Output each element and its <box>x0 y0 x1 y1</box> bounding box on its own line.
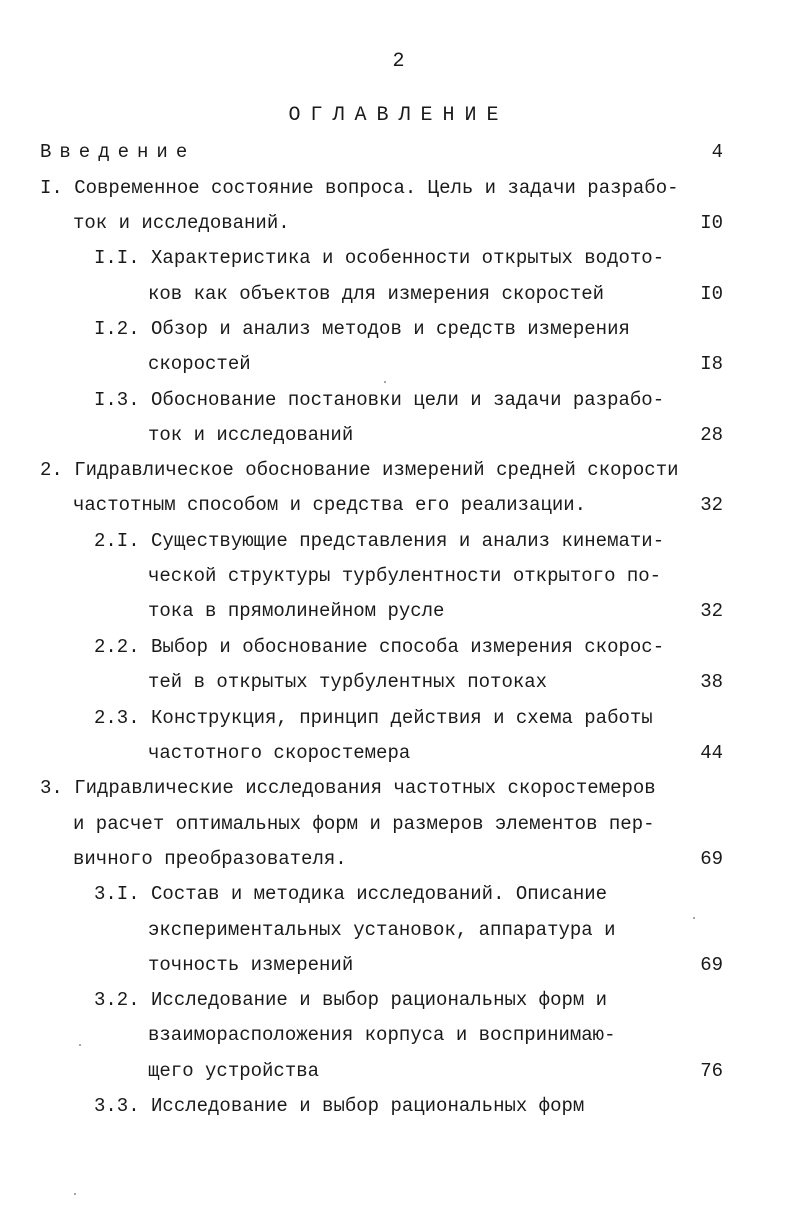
toc-page-number: 32 <box>700 600 723 622</box>
toc-page-number: I0 <box>700 283 723 305</box>
toc-entry-line: ток и исследований. <box>73 212 290 234</box>
toc-page-number: I8 <box>700 353 723 375</box>
toc-page-number: 44 <box>700 742 723 764</box>
toc-entry-line: щего устройства <box>148 1060 320 1082</box>
toc-entry-line: 3. Гидравлические исследования частотных скоростемеров <box>40 777 656 799</box>
toc-entry-line: и расчет оптимальных форм и размеров элементов пер- <box>73 813 655 835</box>
scan-speck <box>384 381 386 383</box>
toc-page-number: 4 <box>711 141 723 163</box>
toc-entry-line: ков как объектов для измерения скоростей <box>148 283 605 305</box>
toc-entry-line: взаиморасположения корпуса и воспринимаю- <box>148 1024 616 1046</box>
toc-entry-line: I.2. Обзор и анализ методов и средств измерения <box>94 318 630 340</box>
toc-page-number: 28 <box>700 424 723 446</box>
toc-entry-line: скоростей <box>148 353 251 375</box>
toc-page-number: I0 <box>700 212 723 234</box>
toc-entry-line: 2. Гидравлическое обоснование измерений средней скорости <box>40 459 679 481</box>
toc-entry-line: частотным способом и средства его реализации. <box>73 494 587 516</box>
toc-title: ОГЛАВЛЕНИЕ <box>288 104 509 127</box>
toc-entry-line: I. Современное состояние вопроса. Цель и задачи разрабо- <box>40 177 679 199</box>
toc-entry-line: экспериментальных установок, аппаратура и <box>148 919 616 941</box>
toc-entry-line: 3.2. Исследование и выбор рациональных форм и <box>94 989 608 1011</box>
toc-entry-line: частотного скоростемера <box>148 742 411 764</box>
toc-entry-line: 3.3. Исследование и выбор рациональных форм <box>94 1095 585 1117</box>
toc-entry-line: 2.2. Выбор и обоснование способа измерения скорос- <box>94 636 665 658</box>
toc-entry-line: 2.3. Конструкция, принцип действия и схема работы <box>94 707 653 729</box>
toc-entry-line: 3.I. Состав и методика исследований. Описание <box>94 883 608 905</box>
toc-entry-line: I.I. Характеристика и особенности открытых водото- <box>94 247 665 269</box>
toc-page-number: 76 <box>700 1060 723 1082</box>
toc-entry-line: 2.I. Существующие представления и анализ кинемати- <box>94 530 665 552</box>
scan-speck <box>79 1044 81 1046</box>
toc-entry-line: Введение <box>40 141 196 163</box>
scan-speck <box>74 1193 76 1195</box>
page-number: 2 <box>392 50 405 73</box>
toc-entry-line: ческой структуры турбулентности открытого по- <box>148 565 662 587</box>
toc-page-number: 32 <box>700 494 723 516</box>
toc-page-number: 69 <box>700 848 723 870</box>
toc-page-number: 38 <box>700 671 723 693</box>
toc-entry-line: тей в открытых турбулентных потоках <box>148 671 548 693</box>
toc-entry-line: вичного преобразователя. <box>73 848 347 870</box>
scan-speck <box>693 917 695 919</box>
toc-page-number: 69 <box>700 954 723 976</box>
toc-entry-line: тока в прямолинейном русле <box>148 600 445 622</box>
toc-entry-line: ток и исследований <box>148 424 354 446</box>
toc-entry-line: точность измерений <box>148 954 354 976</box>
toc-entry-line: I.3. Обоснование постановки цели и задачи разрабо- <box>94 389 665 411</box>
